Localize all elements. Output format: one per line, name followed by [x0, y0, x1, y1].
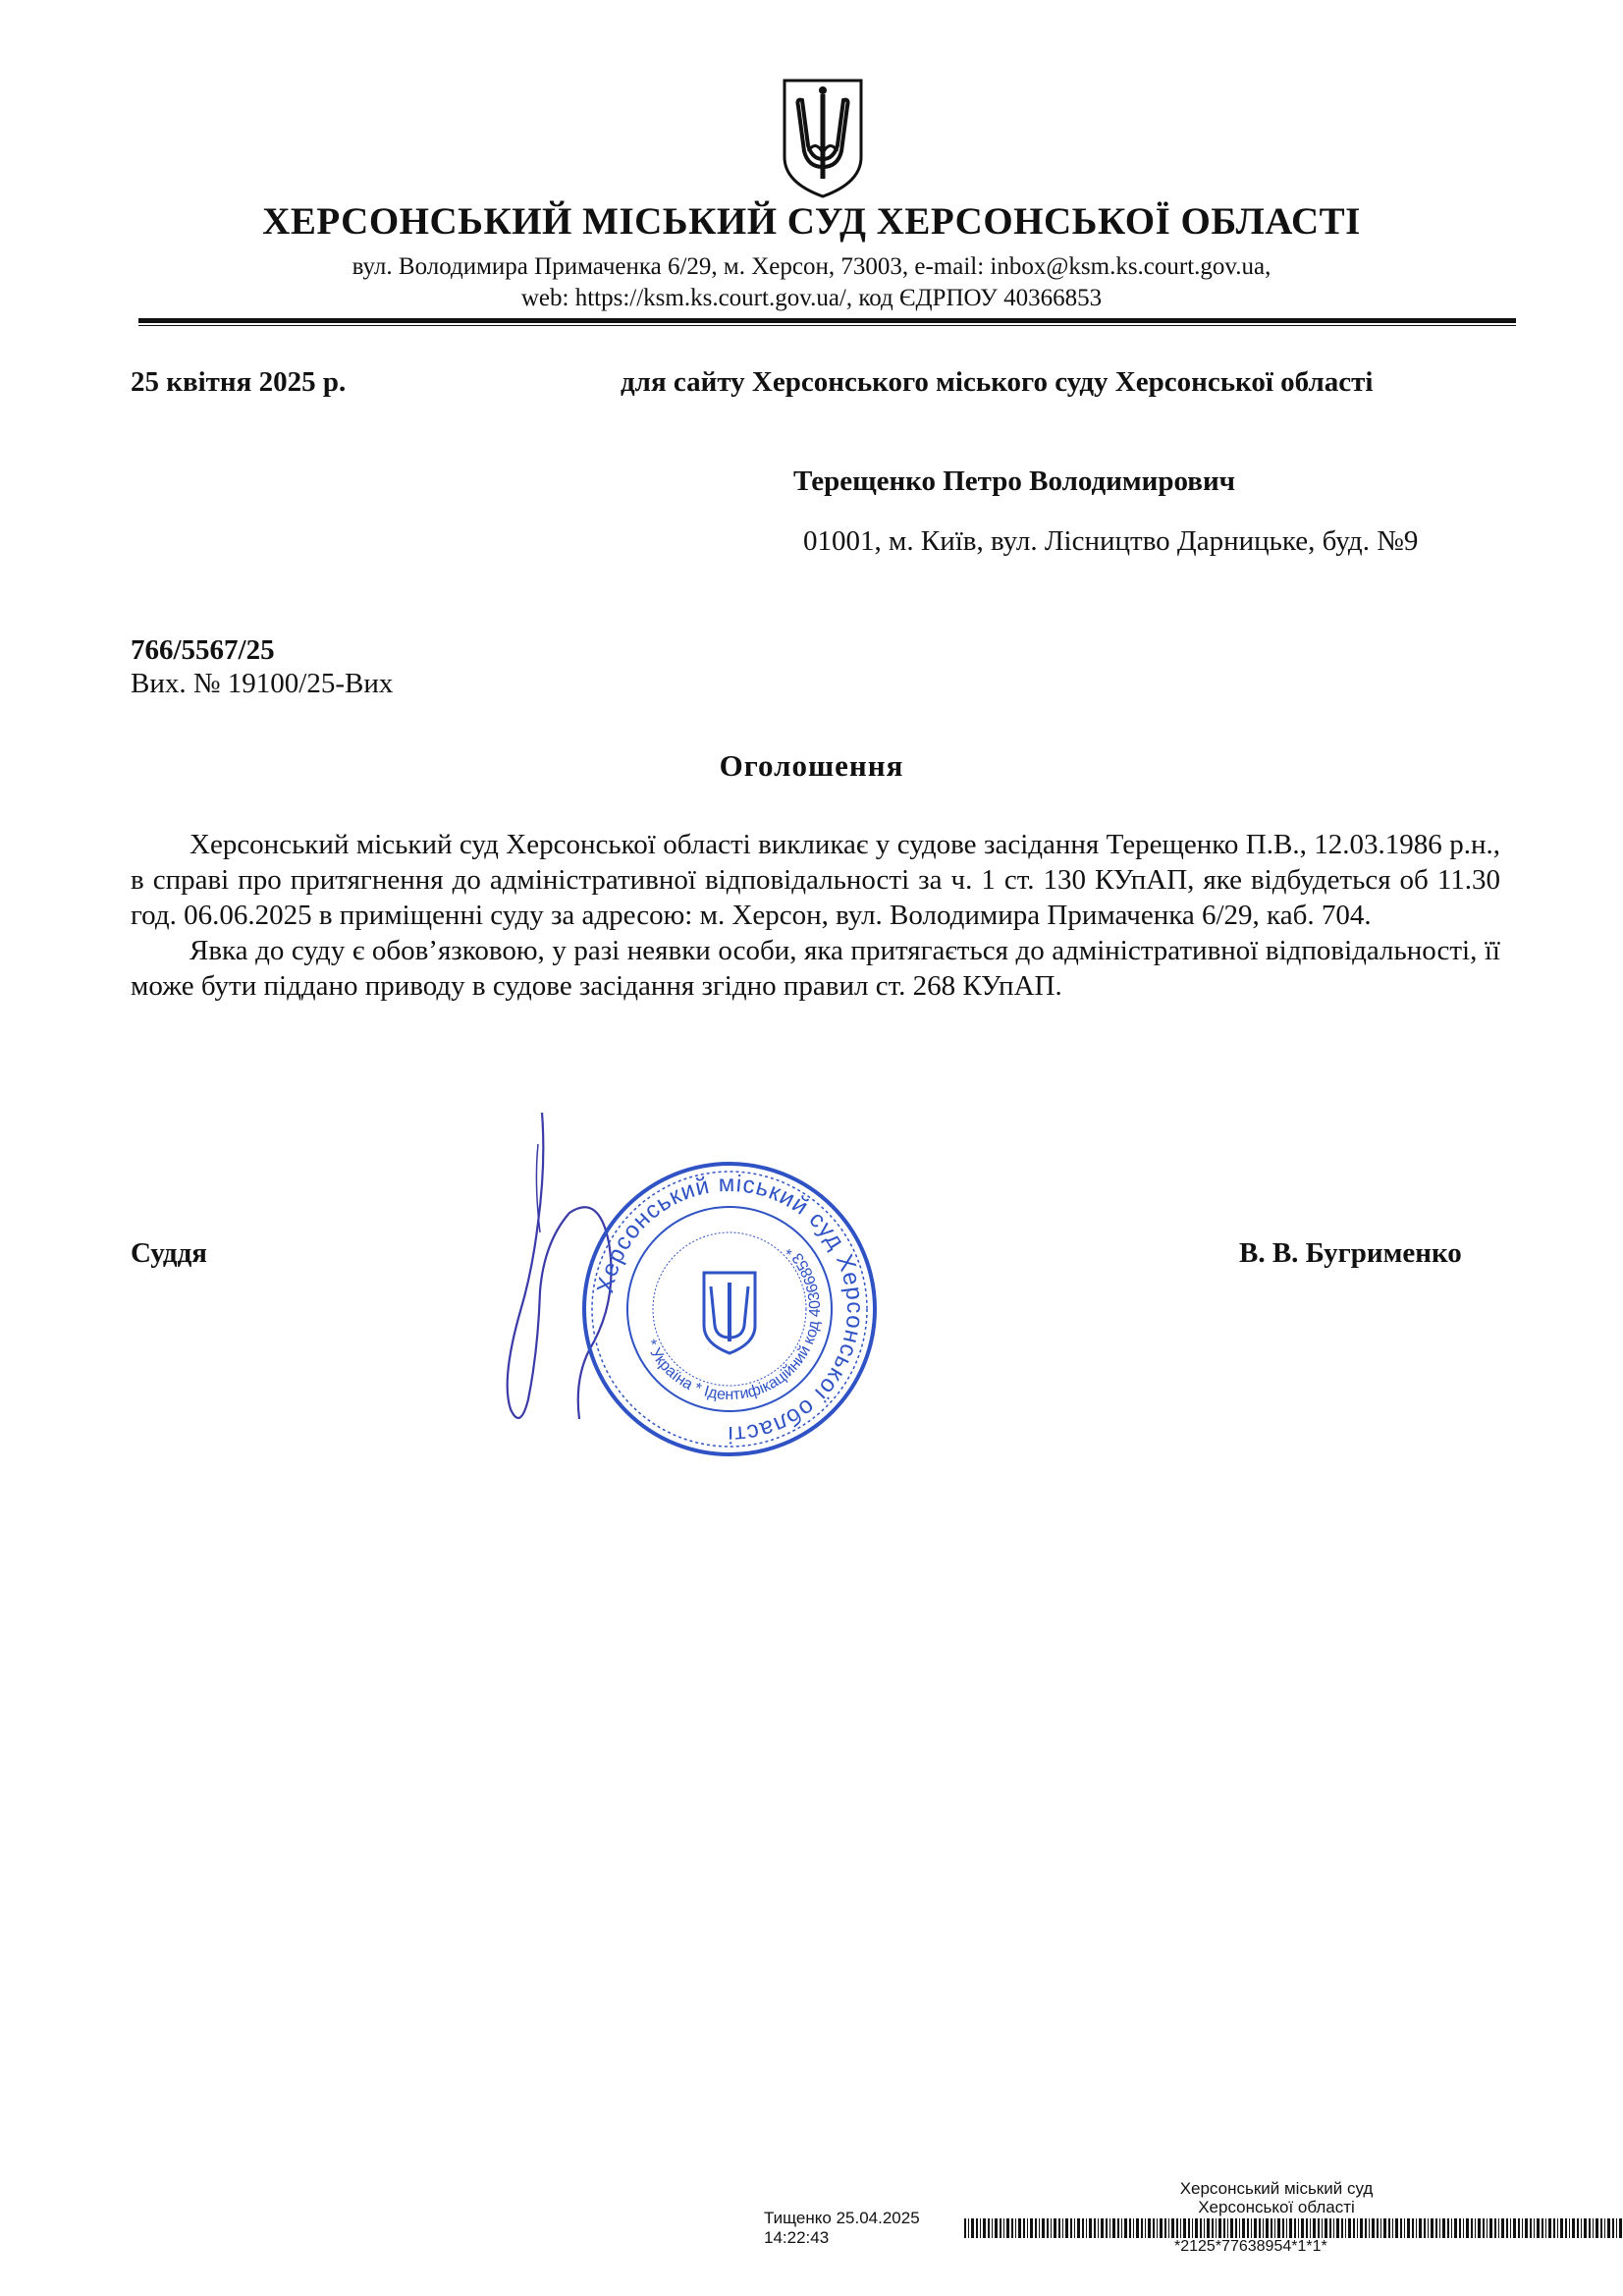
court-seal — [577, 1157, 882, 1461]
judge-label: Суддя — [131, 1237, 207, 1269]
judge-name: В. В. Бугрименко — [1239, 1237, 1462, 1269]
barcode-code: *2125*77638954*1*1* — [1174, 2238, 1327, 2255]
header-divider-thin — [138, 325, 1516, 326]
barcode — [964, 2218, 1623, 2238]
registration-stamp-court — [1109, 2179, 1443, 2216]
court-web-line: web: https://ksm.ks.court.gov.ua/, код ЄДРПОУ 40366853 — [520, 285, 1103, 311]
coat-of-arms-icon — [779, 77, 867, 200]
stamp-court-line: Херсонський міський суд — [1179, 2179, 1374, 2198]
stamp-court-line: Херсонської області — [1198, 2198, 1355, 2216]
header-divider-thick — [138, 318, 1516, 323]
seal-outer-text: Херсонський міський суд Херсонської області — [592, 1170, 869, 1449]
outgoing-number: Вих. № 19100/25-Вих — [131, 668, 394, 699]
announcement-body — [131, 827, 1500, 1004]
announcement-heading: Оголошення — [719, 748, 904, 783]
stamp-operator-timestamp: Тищенко 25.04.2025 14:22:43 — [764, 2209, 920, 2247]
seal-inner-text: * Україна * Ідентифікаційний код 40366853 * — [641, 1241, 825, 1404]
case-number: 766/5567/25 — [131, 634, 275, 666]
destination-note: для сайту Херсонського міського суду Херсонської області — [621, 366, 1374, 398]
svg-text:* Україна * Ідентифікаційний к — [642, 1241, 824, 1403]
seal-trident-icon — [704, 1273, 755, 1353]
recipient-name: Терещенко Петро Володимирович — [793, 465, 1236, 497]
recipient-address: 01001, м. Київ, вул. Лісництво Дарницьке, буд. №9 — [803, 525, 1419, 557]
document-date: 25 квітня 2025 р. — [131, 366, 347, 398]
court-name-heading: ХЕРСОНСЬКИЙ МІСЬКИЙ СУД ХЕРСОНСЬКОЇ ОБЛАСТІ — [262, 200, 1361, 243]
announcement-paragraph: Явка до суду є обов’язковою, у разі неявки особи, яка притягається до адміністративної відповідальності, її може бути піддано приводу в судове засідання згідно правил ст. 268 КУпАП. — [131, 935, 1500, 1002]
court-address-line: вул. Володимира Примаченка 6/29, м. Херсон, 73003, e-mail: inbox@ksm.ks.court.gov.ua, — [352, 253, 1271, 280]
announcement-paragraph: Херсонський міський суд Херсонської області викликає у судове засідання Терещенко П.В., 12.03.1986 р.н., в справі про притягнення до адміністративної відповідальності за ч. 1 ст. 130 КУпАП, яке відбудеться об 11.30 год. 06.06.2025 в приміщенні суду за адресою: м. Херсон, вул. Володимира Примаченка 6/29, каб. 704. — [131, 829, 1500, 931]
